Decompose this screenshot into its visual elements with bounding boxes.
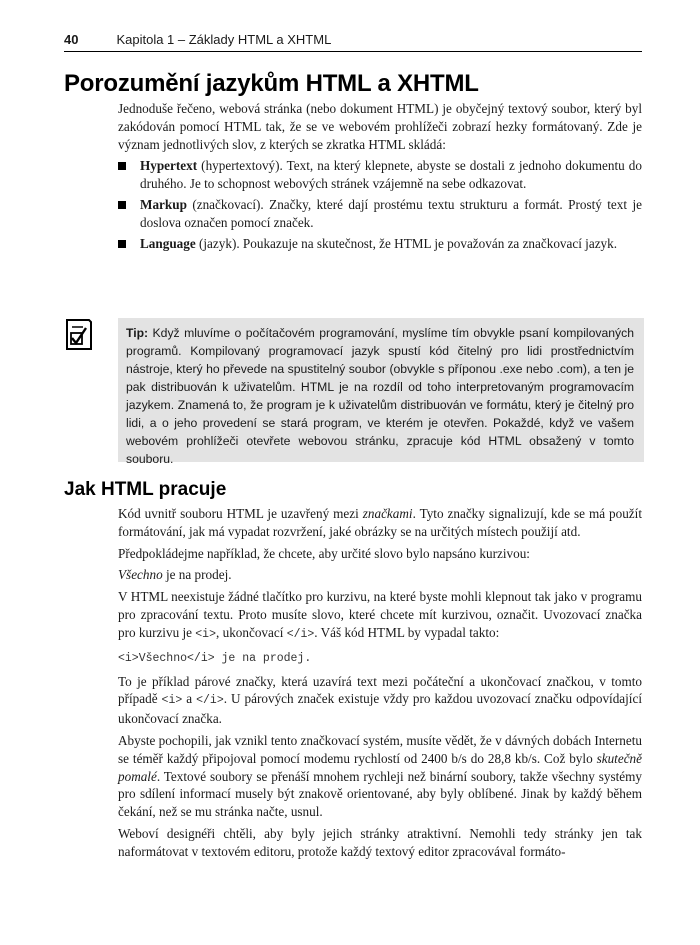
text-run: a bbox=[182, 691, 197, 707]
emphasis: značkami bbox=[362, 506, 413, 521]
bullet-term: Markup bbox=[140, 196, 187, 212]
text-run: . Váš kód HTML by vypadal takto: bbox=[314, 624, 500, 640]
bullet-list bbox=[118, 157, 642, 252]
list-item bbox=[118, 157, 642, 193]
paragraph-history bbox=[118, 732, 642, 821]
emphasis: skutečně pomalé bbox=[118, 750, 642, 784]
tip-checklist-icon bbox=[64, 318, 94, 352]
running-header bbox=[64, 32, 642, 52]
chapter-title: Kapitola 1 – Základy HTML a XHTML bbox=[116, 32, 332, 47]
text-run: . U párových značek existuje vždy pro každou uvozovací značku odpovídající ukončovací značka. bbox=[118, 691, 642, 727]
text-run: , ukončovací bbox=[216, 624, 287, 640]
tip-box bbox=[118, 318, 644, 466]
paragraph-paired-tags bbox=[118, 673, 642, 728]
code-example: <i>Všechno</i> je na prodej. bbox=[118, 651, 312, 665]
inline-code: <i> bbox=[161, 694, 183, 708]
bullet-term: Hypertext bbox=[140, 158, 198, 174]
page-number: 40 bbox=[64, 32, 79, 47]
bullet-term: Language bbox=[140, 235, 196, 251]
text-run: . Textové soubory se přenáší mnohem rychleji než binární soubory, takže všechny systémy pro sdílení informací musely být znakově orientované, aby byly oblíbené. Jinak by každý během čekání, než se mu stránka načte, usnul. bbox=[118, 768, 642, 820]
inline-code: </i> bbox=[196, 694, 224, 708]
section2-body bbox=[118, 505, 642, 861]
bullet-text: (hypertextový). Text, na který klepnete, abyste se dostali z jednoho dokumentu do druhého. Je to schopnost webových stránek vzájemně na sebe odkazovat. bbox=[140, 158, 642, 192]
section-title-html-xhtml: Porozumění jazykům HTML a XHTML bbox=[64, 70, 479, 97]
inline-code: <i> bbox=[195, 627, 216, 641]
paragraph-italic-tags bbox=[118, 588, 642, 643]
bullet-text: (jazyk). Poukazuje na skutečnost, že HTML je považován za značkovací jazyk. bbox=[195, 235, 618, 251]
text-run: . Tyto značky signalizují, kde se má použít formátování, jak má vypadat rozvržení, jaké obrázky se na určitých místech použijí atd. bbox=[118, 506, 642, 539]
bullet-text: (značkovací). Značky, které dají prostému textu strukturu a formát. Prostý text je doslova označen pomocí značek. bbox=[140, 196, 642, 230]
text-run: Abyste pochopili, jak vznikl tento značkovací systém, musíte vědět, že v dávných dobách Internetu se téměř každý připojoval pomocí modemu rychlostí od 2400 b/s do 28,8 kb/s. Což bylo bbox=[118, 732, 642, 766]
paragraph-tags bbox=[118, 505, 642, 541]
paragraph-italic-sample bbox=[118, 566, 642, 584]
bullet-square-icon bbox=[118, 201, 126, 209]
emphasis: Všechno bbox=[118, 567, 163, 583]
text-run: To je příklad párové značky, která uzavírá text mezi počáteční a ukončovací značkou, v tomto případě bbox=[118, 673, 642, 707]
inline-code: </i> bbox=[286, 627, 315, 641]
list-item bbox=[118, 235, 642, 253]
section1-body bbox=[118, 100, 642, 255]
tip-text: Když mluvíme o počítačovém programování, myslíme tím obvykle psaní kompilovaných programů. Kompilovaný programovací jazyk spustí kód čitelný pro lidi prostřednictvím nástroje, který ho převede na spustitelný soubor (obvykle s příponou .exe nebo .com), a ten je pak distribuován k uživatelům. HTML je na rozdíl od toho interpretovaným programovacím jazykem. Znamená to, že program je k uživatelům distribuován ve formátu, který je čitelný pro lidi, a o jeho provedení se stará program, ve kterém je otevřen. Pokaždé, když ve vašem webovém prohlížeči otevřete webovou stránku, zpracuje kód HTML obsažený v tomto souboru. bbox=[126, 326, 634, 466]
tip-label: Tip: bbox=[126, 326, 149, 340]
text-run: Kód uvnitř souboru HTML je uzavřený mezi bbox=[118, 506, 363, 521]
text-run: je na prodej. bbox=[162, 567, 232, 583]
paragraph-example: Předpokládejme například, že chcete, aby určité slovo bylo napsáno kurzivou: bbox=[118, 545, 530, 561]
intro-paragraph: Jednoduše řečeno, webová stránka (nebo dokument HTML) je obyčejný textový soubor, který byl zakódován pomocí HTML tak, že se ve webovém prohlížeči zobrazí hezky formátovaný. Zde je význam jednotlivých slov, z kterých se zkratka HTML skládá: bbox=[118, 101, 642, 152]
text-run: V HTML neexistuje žádné tlačítko pro kurzivu, na které byste mohli klepnout tak jako v programu pro zpracování textu. Proto musíte slovo, které chcete mít kurzivou, označit. Uvozovací značka pro kurzivu je bbox=[118, 589, 642, 640]
section-title-how-html-works: Jak HTML pracuje bbox=[64, 479, 227, 500]
paragraph-designers: Weboví designéři chtěli, aby byly jejich stránky atraktivní. Nemohli tedy stránky jen tak naformátovat v textovém editoru, protože každý textový editor zpracovával formáto- bbox=[118, 825, 642, 859]
bullet-square-icon bbox=[118, 162, 126, 170]
list-item bbox=[118, 196, 642, 232]
bullet-square-icon bbox=[118, 240, 126, 248]
